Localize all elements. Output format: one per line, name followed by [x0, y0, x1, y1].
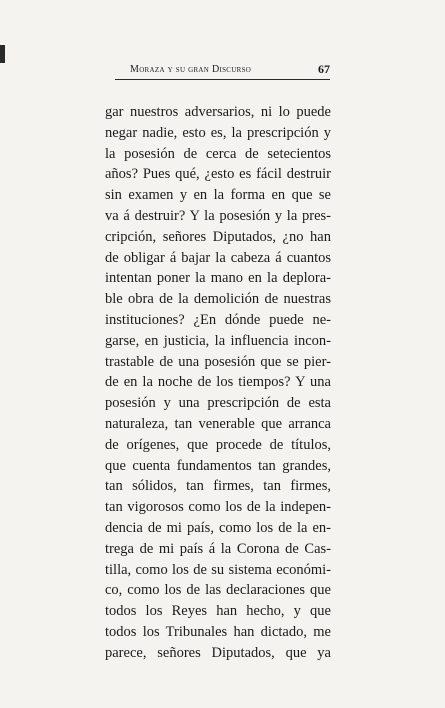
text-line: garse, en justicia, la influencia incon- — [105, 332, 331, 349]
text-line: todos los Reyes han hecho, y que — [105, 603, 331, 620]
text-line: tan vigorosos como los de la indepen- — [105, 499, 331, 516]
text-line: que cuenta fundamentos tan grandes, — [105, 457, 331, 474]
margin-ink-mark — [0, 45, 5, 63]
page-header — [105, 62, 330, 82]
text-line: va á destruir? Y la posesión y la pres- — [105, 207, 331, 224]
text-line: trastable de una posesión que se pier- — [105, 353, 331, 370]
body-text — [105, 102, 331, 664]
text-line: de obligar á bajar la cabeza á cuantos — [105, 249, 331, 266]
text-line: instituciones? ¿En dónde puede ne- — [105, 311, 331, 328]
text-line: negar nadie, esto es, la prescripción y — [105, 124, 331, 141]
text-line: posesión y una prescripción de esta — [105, 395, 331, 412]
text-line: tilla, como los de su sistema económi- — [105, 561, 331, 578]
text-line: parece, señores Diputados, que ya — [105, 644, 331, 661]
text-line: la posesión de cerca de setecientos — [105, 145, 331, 162]
text-line: tan sólidos, tan firmes, tan firmes, — [105, 478, 331, 495]
text-line: dencia de mi país, como los de la en- — [105, 519, 331, 536]
header-rule — [115, 79, 330, 80]
text-line: años? Pues qué, ¿esto es fácil destruir — [105, 166, 331, 183]
text-line: co, como los de las declaraciones que — [105, 582, 331, 599]
text-line: gar nuestros adversarios, ni lo puede — [105, 104, 331, 120]
text-line: cripción, señores Diputados, ¿no han — [105, 228, 331, 245]
text-line: todos los Tribunales han dictado, me — [105, 623, 331, 640]
text-line: de orígenes, que procede de títulos, — [105, 436, 331, 453]
text-line: sin examen y en la forma en que se — [105, 187, 331, 204]
running-head: Moraza y su gran Discurso — [130, 64, 252, 75]
text-line: ble obra de la demolición de nuestras — [105, 291, 331, 308]
page-number: 67 — [318, 62, 330, 76]
text-line: de en la noche de los tiempos? Y una — [105, 374, 331, 391]
text-line: intentan poner la mano en la deplora- — [105, 270, 331, 287]
text-line: naturaleza, tan venerable que arranca — [105, 415, 331, 432]
text-line: trega de mi país á la Corona de Cas- — [105, 540, 331, 557]
